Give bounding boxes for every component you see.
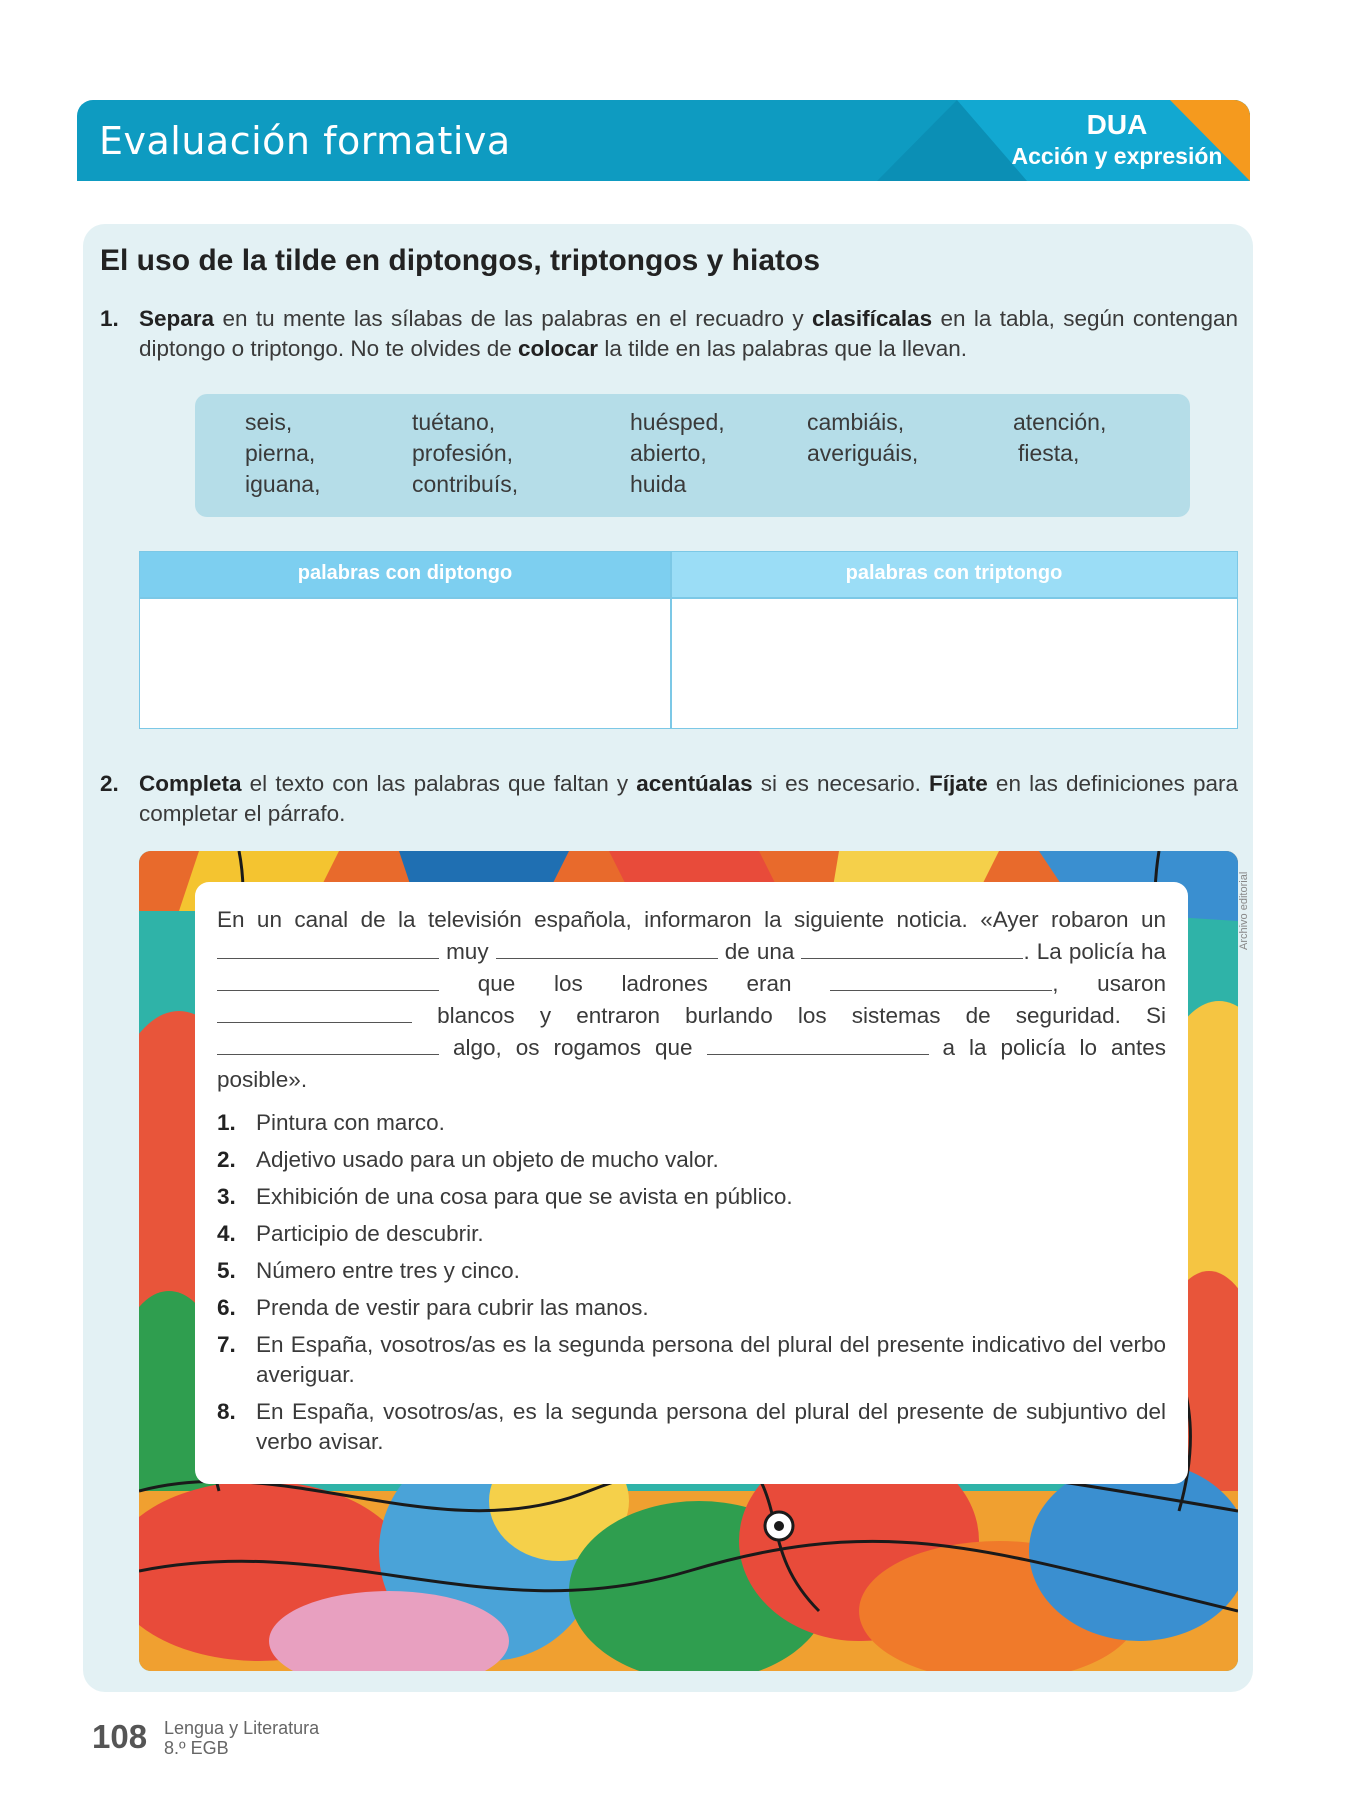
question-1-text: Separa en tu mente las sílabas de las palabras en el recuadro y clasifícalas en la tabla, según contengan diptongo o triptongo. No te olvides de colocar la tilde en las palabras que la llevan. — [139, 306, 1238, 361]
word-item: iguana, — [245, 471, 321, 497]
word-box — [195, 394, 1190, 517]
page-number: 108 — [92, 1718, 148, 1755]
question-1-number: 1. — [100, 306, 119, 331]
word-item: averiguáis, — [807, 440, 919, 466]
footer-subject — [164, 1718, 319, 1758]
table-header-diphthong: palabras con diptongo — [140, 552, 670, 597]
definitions-list — [217, 1108, 1166, 1464]
word-item: pierna, — [245, 440, 316, 466]
blank-8[interactable] — [707, 1034, 929, 1055]
blank-6[interactable] — [217, 1002, 412, 1023]
dua-badge-subtitle: Acción y expresión — [1011, 143, 1223, 169]
subject-name: Lengua y Literatura — [164, 1718, 320, 1738]
word-item: atención, — [1013, 409, 1107, 435]
word-item: contribuís, — [412, 471, 519, 497]
image-credit: Archivo editorial — [1238, 871, 1250, 950]
definition-item: 1. Pintura con marco. — [217, 1110, 445, 1135]
dua-badge-title: DUA — [1086, 109, 1148, 140]
definition-item: 8. En España, vosotros/as, es la segunda persona del plural del presente de subjuntivo del verbo avisar. — [217, 1399, 1166, 1454]
word-item: huésped, — [630, 409, 725, 435]
page-title: Evaluación formativa — [99, 119, 511, 163]
definition-item: 4. Participio de descubrir. — [217, 1221, 484, 1246]
section-title: El uso de la tilde en diptongos, triptongos y hiatos — [100, 244, 821, 277]
definition-item: 7. En España, vosotros/as es la segunda persona del plural del presente indicativo del verbo averiguar. — [217, 1332, 1166, 1387]
word-item: tuétano, — [412, 409, 496, 435]
exercise-text-card — [195, 882, 1188, 1484]
blank-4[interactable] — [217, 970, 439, 991]
blank-3[interactable] — [801, 938, 1023, 959]
blank-5[interactable] — [830, 970, 1052, 991]
dua-badge — [967, 110, 1250, 170]
word-item: abierto, — [630, 440, 707, 466]
header-banner — [77, 100, 1250, 181]
blank-7[interactable] — [217, 1034, 439, 1055]
definition-item: 3. Exhibición de una cosa para que se avista en público. — [217, 1184, 793, 1209]
word-item: huida — [630, 471, 687, 497]
definition-item: 2. Adjetivo usado para un objeto de mucho valor. — [217, 1147, 719, 1172]
question-2-text: Completa el texto con las palabras que faltan y acentúalas si es necesario. Fíjate en las definiciones para completar el párrafo. — [139, 771, 1239, 826]
definition-item: 6. Prenda de vestir para cubrir las manos. — [217, 1295, 649, 1320]
fill-in-paragraph: En un canal de la televisión española, informaron la siguiente noticia. «Ayer robaron un muy de una . La policía ha que los ladrones eran , usaron blancos y entraron burlando los sistemas de seguridad. Si algo, os rogamos que a la policía lo antes posible». — [217, 907, 1167, 1092]
word-item: cambiáis, — [807, 409, 905, 435]
triphthong-answer-cell[interactable] — [672, 599, 1237, 727]
blank-1[interactable] — [217, 938, 439, 959]
blank-2[interactable] — [496, 938, 718, 959]
question-2 — [100, 769, 1238, 829]
diphthong-answer-cell[interactable] — [140, 599, 670, 727]
grade-level: 8.º EGB — [164, 1738, 229, 1758]
question-1 — [100, 304, 1238, 364]
word-item: fiesta, — [1018, 440, 1080, 466]
question-2-number: 2. — [100, 771, 119, 796]
word-item: seis, — [245, 409, 293, 435]
classification-table — [139, 551, 1238, 729]
table-header-triphthong: palabras con triptongo — [671, 552, 1237, 597]
definition-item: 5. Número entre tres y cinco. — [217, 1258, 520, 1283]
word-item: profesión, — [412, 440, 514, 466]
